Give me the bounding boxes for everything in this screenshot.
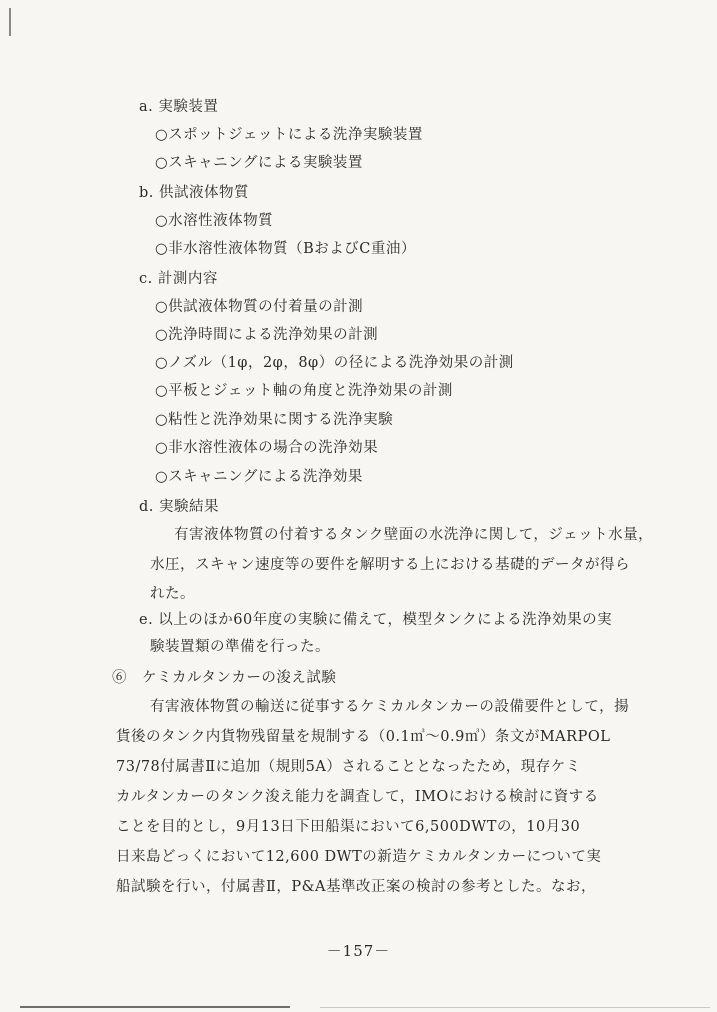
- paragraph-line: 験装置類の準備を行った。: [150, 639, 330, 655]
- paragraph-line: ことを目的とし，9月13日下田船渠において6,500DWTの，10月30: [116, 819, 581, 835]
- heading-a: a. 実験装置: [139, 99, 219, 115]
- heading-d: d. 実験結果: [139, 499, 219, 515]
- list-item: ○洗浄時間による洗浄効果の計測: [155, 327, 379, 343]
- list-item: ○平板とジェット軸の角度と洗浄効果の計測: [155, 383, 453, 399]
- scan-edge: [320, 1007, 710, 1008]
- paragraph-line: 貨後のタンク内貨物残留量を規制する（0.1㎥〜0.9㎥）条文がMARPOL: [116, 729, 611, 745]
- heading-b: b. 供試液体物質: [139, 185, 249, 201]
- heading-c: c. 計測内容: [139, 271, 218, 287]
- paragraph-line: 有害液体物質の輸送に従事するケミカルタンカーの設備要件として，揚: [150, 699, 630, 715]
- paragraph-line: 73/78付属書Ⅱに追加（規則5A）されることとなったため，現存ケミ: [116, 759, 581, 775]
- scan-edge: [20, 1006, 290, 1008]
- paragraph-line: カルタンカーのタンク浚え能力を調査して，IMOにおける検討に資する: [116, 789, 599, 805]
- paragraph-line: 船試験を行い，付属書Ⅱ，P&A基準改正案の検討の参考とした。なお，: [116, 879, 596, 895]
- paragraph-line: 有害液体物質の付着するタンク壁面の水洗浄に関して，ジェット水量，: [174, 527, 654, 543]
- section-heading: ⑥ ケミカルタンカーの浚え試験: [112, 670, 337, 686]
- list-item: ○水溶性液体物質: [155, 213, 274, 229]
- list-item: ○スポットジェットによる洗浄実験装置: [155, 127, 423, 143]
- list-item: ○スキャニングによる洗浄効果: [155, 469, 363, 485]
- page-number: －157－: [326, 942, 391, 960]
- paragraph-line: 水圧，スキャン速度等の要件を解明する上における基礎的データが得ら: [150, 557, 630, 573]
- scan-mark: [9, 8, 11, 36]
- list-item: ○粘性と洗浄効果に関する洗浄実験: [155, 412, 394, 428]
- paragraph-line: 日来島どっくにおいて12,600 DWTの新造ケミカルタンカーについて実: [116, 849, 602, 865]
- list-item: ○供試液体物質の付着量の計測: [155, 299, 364, 315]
- list-item: ○非水溶性液体物質（BおよびC重油）: [155, 241, 416, 257]
- list-item: ○ノズル（1φ，2φ，8φ）の径による洗浄効果の計測: [155, 355, 514, 371]
- list-item: ○スキャニングによる実験装置: [155, 155, 363, 171]
- paragraph-line: れた。: [150, 586, 195, 602]
- list-item: ○非水溶性液体の場合の洗浄効果: [155, 440, 379, 456]
- heading-e: e. 以上のほか60年度の実験に備えて，模型タンクによる洗浄効果の実: [139, 612, 613, 628]
